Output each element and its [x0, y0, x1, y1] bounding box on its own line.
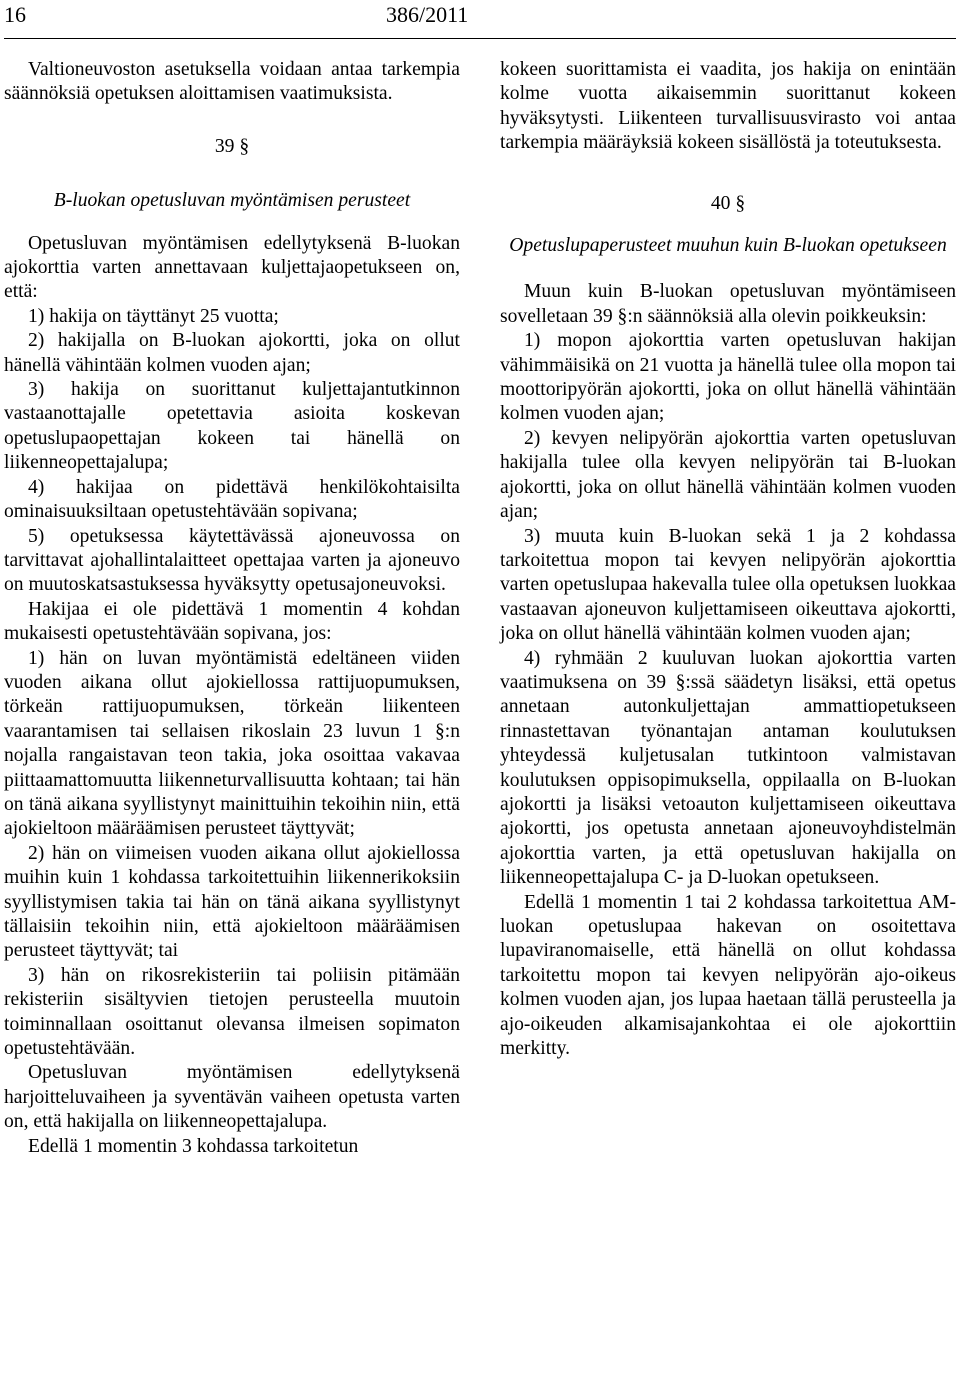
list-item: 4) hakijaa on pidettävä henkilökohtaisilta ominaisuuksiltaan opetustehtävään sopivana; [4, 476, 460, 523]
paragraph: Opetusluvan myöntämisen edellytyksenä harjoitteluvaiheen ja syventävän vaiheen opetusta varten on, että hakijalla on liikenneopettajalupa. [4, 1062, 460, 1133]
paragraph: Edellä 1 momentin 3 kohdassa tarkoitetun [28, 1135, 359, 1157]
section-number: 40 § [710, 192, 746, 214]
list-item: 1) mopon ajokorttia varten opetusluvan hakijan vähimmäisikä on 21 vuotta ja hänellä tulee olla mopon tai moottoripyörän ajokortti, joka on ollut hänellä vähintään kolmen vuoden ajan; [500, 330, 956, 425]
paragraph: kokeen suorittamista ei vaadita, jos hakija on enintään kolme vuotta aikaisemmin suorittanut kokeen hyväksytysti. Liikenteen turvallisuusvirasto voi antaa tarkempia määräyksiä kokeen sisällöstä ja toteutuksesta. [500, 59, 956, 154]
section-title: B-luokan opetusluvan myöntämisen perusteet [53, 190, 411, 212]
list-item: 2) kevyen nelipyörän ajokorttia varten opetusluvan hakijalla tulee olla kevyen nelipyörän tai B-luokan ajokortti, joka on ollut hänellä vähintään kolmen vuoden ajan; [500, 427, 956, 523]
list-item: 4) ryhmään 2 kuuluvan luokan ajokorttia varten vaatimuksena on 39 §:ssä säädetyn lisäksi, että opetus annetaan autonkuljettajan ammattiopetukseen rinnastettavan työnantajan antaman koulutuksen yhteydessä kuljetusalan tutkintoon valmistavan koulutuksen oppisopimuksella, oppilaalla on B-luokan ajokortti ja lisäksi vetoauton kuljettamiseen oikeuttava ajokortti, jos opetusta annetaan ajoneuvoyhdistelmän ajokorttia varten, ja että opetusluvan hakijalla on liikenneopettajalupa C- ja D-luokan opetukseen. [500, 647, 956, 889]
paragraph: Edellä 1 momentin 1 tai 2 kohdassa tarkoitettua AM-luokan opetuslupaa hakevan on osoitettava lupaviranomaiselle, että hänellä on ollut kohdassa tarkoitettu mopon tai kevyen nelipyörän ajo-oikeus kolmen vuoden ajan, jos lupaa haetaan tällä perusteella ja ajo-oikeuden alkamisajankohtaa ei ole ajokorttiin merkitty. [500, 891, 956, 1060]
paragraph: Muun kuin B-luokan opetusluvan myöntämiseen sovelletaan 39 §:n säännöksiä alla olevin poikkeuksin: [500, 281, 956, 327]
section-number: 39 § [214, 135, 250, 157]
list-item: 1) hän on luvan myöntämistä edeltäneen viiden vuoden aikana ollut ajokiellossa rattijuopumuksen, törkeän rattijuopumuksen, törkeän liikenteen vaarantamisen tai sellaisen rikoslain 23 luvun 1 §:n nojalla rangaistavan teon takia, joka osoittaa vakavaa piittaamattomuutta liikenneturvallisuutta kohtaan; tai hän on tänä aikana syyllistynyt mainittuihin tekoihin niin, että ajokieltoon määräämisen perusteet täyttyvät; [4, 647, 460, 840]
list-item: 5) opetuksessa käytettävässä ajoneuvossa on tarvittavat ajohallintalaitteet opettajaa varten ja ajoneuvo on muutoskatsastuksessa hyväksytty opetusajoneuvoksi. [4, 525, 460, 596]
document-id: 386/2011 [386, 2, 469, 27]
page-header [0, 0, 960, 30]
paragraph: Opetusluvan myöntämisen edellytyksenä B-luokan ajokorttia varten annettavaan kuljettajaopetukseen on, että: [4, 232, 460, 303]
list-item: 2) hakijalla on B-luokan ajokortti, joka on ollut hänellä vähintään kolmen vuoden ajan; [4, 330, 460, 376]
header-rule [4, 38, 956, 39]
right-column [500, 58, 956, 1061]
list-item: 1) hakija on täyttänyt 25 vuotta; [28, 305, 279, 327]
list-item: 3) hakija on suorittanut kuljettajantutkinnon vastaanottajalle opetettavia asioita koskevan opetuslupaopettajan kokeen tai hänellä on liikenneopettajalupa; [4, 379, 460, 474]
list-item: 3) hän on rikosrekisteriin tai poliisin pitämään rekisteriin sisältyvien tietojen perusteella muutoin toiminnallaan osoittanut olevansa ilmeisen sopimaton opetustehtävään. [4, 964, 460, 1060]
list-item: 2) hän on viimeisen vuoden aikana ollut ajokiellossa muihin kuin 1 kohdassa tarkoitettuihin liikennerikoksiin syyllistymisen takia tai hän on tänä aikana syyllistynyt tällaisiin tekoihin niin, että ajokieltoon määräämisen perusteet täyttyvät; tai [4, 842, 460, 962]
paragraph: Hakijaa ei ole pidettävä 1 momentin 4 kohdan mukaisesti opetustehtävään sopivana, jos: [4, 598, 460, 645]
left-column [4, 58, 460, 1159]
list-item: 3) muuta kuin B-luokan sekä 1 ja 2 kohdassa tarkoitettua mopon tai kevyen nelipyörän ajokorttia varten opetuslupaa hakevalla tulee olla opetuksen luokkaa vastaavan ajoneuvon kuljettamiseen oikeuttava ajokortti, joka on ollut hänellä vähintään kolmen vuoden ajan; [500, 525, 956, 645]
section-title: Opetuslupaperusteet muuhun kuin B-luokan opetukseen [509, 235, 947, 257]
page-number: 16 [4, 2, 26, 27]
paragraph: Valtioneuvoston asetuksella voidaan antaa tarkempia säännöksiä opetuksen aloittamisen vaatimuksista. [4, 59, 460, 105]
